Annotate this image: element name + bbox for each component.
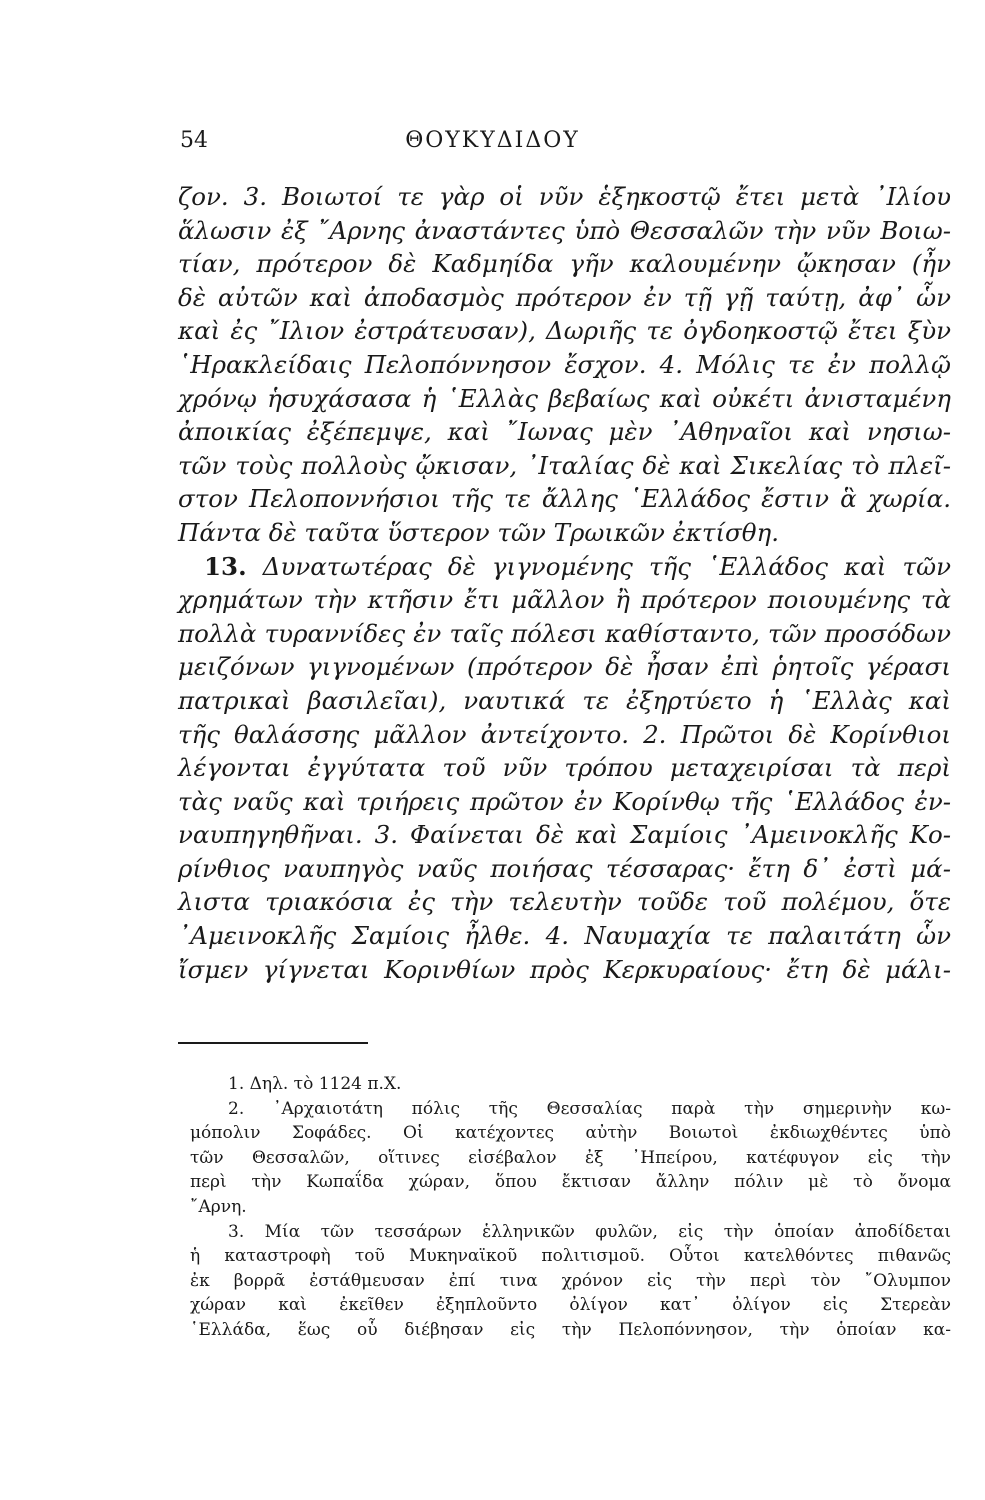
section-13-text: Δυνατωτέρας δὲ γιγνομένης τῆς ῾Ελλάδος καὶ τῶν bbox=[262, 551, 951, 581]
running-head: ΘΟΥΚΥΔΙΔΟΥ bbox=[405, 128, 580, 153]
text-line: ναυπηγηθῆναι. 3. Φαίνεται δὲ καὶ Σαμίοις ᾿Αμεινοκλῆς Κο- bbox=[178, 820, 951, 850]
footnote-3-line: ἐκ βορρᾶ ἐστάθμευσαν ἐπί τινα χρόνον εἰς τὴν περὶ τὸν ῎Ολυμπον bbox=[190, 1270, 951, 1291]
text-line: λέγονται ἐγγύτατα τοῦ νῦν τρόπου μεταχειρίσαι τὰ περὶ bbox=[178, 753, 951, 783]
text-line: ᾿Αμεινοκλῆς Σαμίοις ἦλθε. 4. Ναυμαχία τε παλαιτάτη ὧν bbox=[178, 921, 951, 951]
text-line: ζον. 3. Βοιωτοί τε γὰρ οἱ νῦν ἑξηκοστῷ ἔτει μετὰ ᾿Ιλίου bbox=[178, 182, 951, 211]
text-line: ρίνθιος ναυπηγὸς ναῦς ποιήσας τέσσαρας· ἔτη δ᾽ ἐστὶ μά- bbox=[178, 853, 951, 883]
footnote-1: 1. Δηλ. τὸ 1124 π.Χ. bbox=[228, 1074, 402, 1094]
text-line: τῶν τοὺς πολλοὺς ᾤκισαν, ᾿Ιταλίας δὲ καὶ Σικελίας τὸ πλεῖ- bbox=[178, 450, 951, 480]
footnote-2-line: μόπολιν Σοφάδες. Οἱ κατέχοντες αὐτὴν Βοιωτοὶ ἐκδιωχθέντες ὑπὸ bbox=[190, 1123, 951, 1144]
text-line: ῾Ηρακλείδαις Πελοπόννησον ἔσχον. 4. Μόλις τε ἐν πολλῷ bbox=[178, 349, 951, 379]
footnote-3-line: ῾Ελλάδα, ἕως οὗ διέβησαν εἰς τὴν Πελοπόννησον, τὴν ὁποίαν κα- bbox=[190, 1319, 951, 1340]
footnote-3-line: 3. Μία τῶν τεσσάρων ἑλληνικῶν φυλῶν, εἰς τὴν ὁποίαν ἀποδίδεται bbox=[228, 1221, 951, 1242]
text-line: τῆς θαλάσσης μᾶλλον ἀντείχοντο. 2. Πρῶτοι δὲ Κορίνθιοι bbox=[178, 719, 951, 749]
text-line: ἅλωσιν ἐξ ῎Αρνης ἀναστάντες ὑπὸ Θεσσαλῶν τὴν νῦν Βοιω- bbox=[178, 215, 951, 245]
text-line: δὲ αὐτῶν καὶ ἀποδασμὸς πρότερον ἐν τῇ γῇ ταύτῃ, ἀφ᾽ ὧν bbox=[178, 282, 951, 312]
text-line: λιστα τριακόσια ἐς τὴν τελευτὴν τοῦδε τοῦ πολέμου, ὅτε bbox=[178, 887, 951, 917]
footnote-rule bbox=[178, 1042, 368, 1044]
text-line: τίαν, πρότερον δὲ Καδμηίδα γῆν καλουμένην ᾤκησαν (ἦν bbox=[178, 249, 951, 279]
text-line: χρόνῳ ἡσυχάσασα ἡ ῾Ελλὰς βεβαίως καὶ οὐκέτι ἀνισταμένη bbox=[178, 383, 951, 413]
footnote-3-line: χώραν καὶ ἐκεῖθεν ἐξηπλοῦντο ὀλίγον κατ᾽ ὀλίγον εἰς Στερεὰν bbox=[190, 1295, 951, 1316]
text-line: ἀποικίας ἐξέπεμψε, καὶ ῎Ιωνας μὲν ᾿Αθηναῖοι καὶ νησιω- bbox=[178, 417, 951, 447]
text-line: τὰς ναῦς καὶ τριήρεις πρῶτον ἐν Κορίνθῳ τῆς ῾Ελλάδος ἐν- bbox=[178, 786, 951, 816]
footnote-2-line: τῶν Θεσσαλῶν, οἵτινες εἰσέβαλον ἐξ ᾿Ηπείρου, κατέφυγον εἰς τὴν bbox=[190, 1147, 951, 1168]
text-line: μειζόνων γιγνομένων (πρότερον δὲ ἦσαν ἐπὶ ῥητοῖς γέρασι bbox=[178, 652, 951, 682]
section-number: 13. bbox=[204, 551, 247, 581]
footnote-3-line: ἡ καταστροφὴ τοῦ Μυκηναϊκοῦ πολιτισμοῦ. Οὗτοι κατελθόντες πιθανῶς bbox=[190, 1246, 951, 1267]
footnotes bbox=[190, 1072, 951, 1343]
text-line: ἴσμεν γίγνεται Κορινθίων πρὸς Κερκυραίους· ἔτη δὲ μάλι- bbox=[178, 954, 951, 984]
footnote-2-line: περὶ τὴν Κωπαΐδα χώραν, ὅπου ἔκτισαν ἄλλην πόλιν μὲ τὸ ὄνομα bbox=[190, 1172, 951, 1193]
text-line: πατρικαὶ βασιλεῖαι), ναυτικά τε ἐξηρτύετο ἡ ῾Ελλὰς καὶ bbox=[178, 685, 951, 715]
text-line: χρημάτων τὴν κτῆσιν ἔτι μᾶλλον ἢ πρότερον ποιουμένης τὰ bbox=[178, 585, 951, 615]
main-text bbox=[178, 180, 951, 986]
section-13-first-line bbox=[178, 550, 951, 584]
footnote-2-line: 2. ᾿Αρχαιοτάτη πόλις τῆς Θεσσαλίας παρὰ τὴν σημερινὴν κω- bbox=[228, 1098, 951, 1119]
text-line: Πάντα δὲ ταῦτα ὕστερον τῶν Τρωικῶν ἐκτίσθη. bbox=[178, 517, 779, 547]
text-line: πολλὰ τυραννίδες ἐν ταῖς πόλεσι καθίσταντο, τῶν προσόδων bbox=[178, 618, 951, 648]
text-line: στον Πελοποννήσιοι τῆς τε ἄλλης ῾Ελλάδος ἔστιν ἃ χωρία. bbox=[178, 484, 951, 514]
text-line: καὶ ἐς ῎Ιλιον ἐστράτευσαν), Δωριῆς τε ὀγδοηκοστῷ ἔτει ξὺν bbox=[178, 316, 951, 346]
footnote-2-line: ῎Αρνη. bbox=[190, 1196, 247, 1217]
page-number: 54 bbox=[180, 128, 208, 153]
